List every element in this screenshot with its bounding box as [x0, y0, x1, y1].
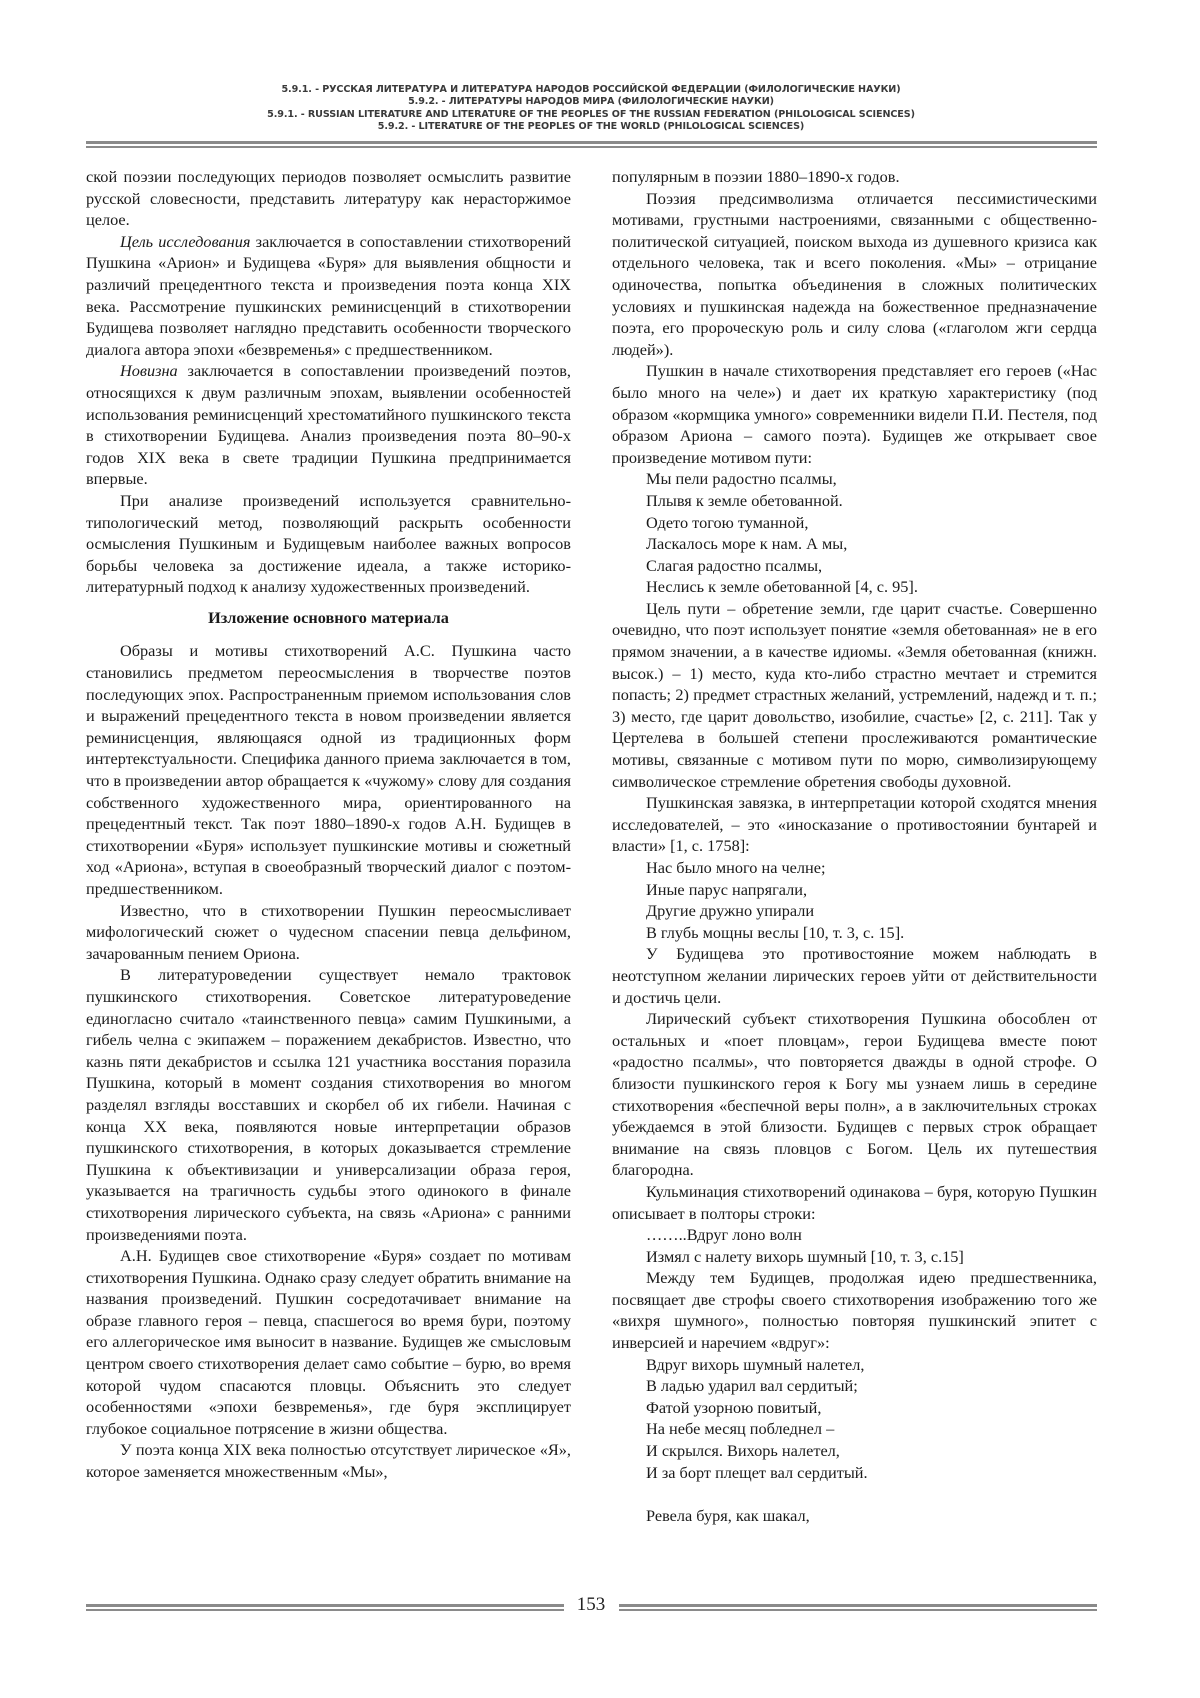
paragraph: Известно, что в стихотворении Пушкин переосмысливает мифологический сюжет о чудесном спасении певца дельфином, зачарованным пением Ориона. [86, 900, 571, 963]
italic-term: Цель исследования [120, 231, 251, 251]
paragraph: При анализе произведений используется сравнительно-типологический метод, позволяющий раскрыть особенности осмысления Пушкиным и Будищевым наиболее важных вопросов борьбы человека за достижение идеала, а также историко-литературный подход к анализу художественных произведений. [86, 490, 571, 597]
verse-quote [612, 468, 1097, 598]
right-column [612, 166, 1097, 1526]
verse-line: На небе месяц побледнел – [646, 1419, 835, 1439]
verse-quote [612, 1224, 1097, 1267]
paragraph [86, 231, 571, 361]
paragraph: Лирический субъект стихотворения Пушкина обособлен от остальных и «поет пловцам», герои Будищева вместе поют «радостно псалмы», что повторяется дважды в одной строфе. О близости пушкинского героя к Богу мы узнаем лишь в середине стихотворения «беспечной веры полн», а в заключительных строках убеждаемся в этой близости. Будищев с первых строк обращает внимание на связь пловцов с Богом. Цель их путешествия благородна. [612, 1009, 1097, 1180]
verse-line: Нас было много на челне; [646, 858, 826, 877]
section-heading: Изложение основного материала [208, 607, 449, 627]
paragraph: В литературоведении существует немало трактовок пушкинского стихотворения. Советское литературоведение единогласно считало «таинственного певца» самим Пушкиными, а гибель челна с экипажем – поражением декабристов. Известно, что казнь пяти декабристов и ссылка 121 участника восстания поразила Пушкина, который в момент создания стихотворения во многом разделял взгляды восставших и скорбел об их гибели. Начиная с конца XX века, появляются новые интерпретации образов пушкинского стихотворения, в которых доказывается стремление Пушкина к объективизации и универсализации образа героя, указывается на трагичность судьбы этого одинокого в финале стихотворения лирического субъекта, на связь «Ариона» с ранними произведениями поэта. [86, 965, 571, 1244]
verse-line: ……..Вдруг лоно волн [646, 1225, 802, 1245]
italic-term: Новизна [120, 361, 178, 381]
verse-line: Плывя к земле обетованной. [646, 490, 843, 510]
verse-quote [612, 1505, 1097, 1527]
paragraph: Кульминация стихотворений одинакова – буря, которую Пушкин описывает в полторы строки: [612, 1181, 1097, 1223]
header-divider [86, 141, 1097, 149]
header-line: 5.9.1. - RUSSIAN LITERATURE AND LITERATURE OF THE PEOPLES OF THE RUSSIAN FEDERATION (PHILOLOGICAL SCIENCES) [267, 108, 915, 120]
verse-line: И за борт плещет вал сердитый. [646, 1462, 868, 1482]
verse-line: Мы пели радостно псалмы, [646, 469, 837, 489]
header-line: 5.9.1. - РУССКАЯ ЛИТЕРАТУРА И ЛИТЕРАТУРА НАРОДОВ РОССИЙСКОЙ ФЕДЕРАЦИИ (ФИЛОЛОГИЧЕСКИЕ НАУКИ) [281, 84, 901, 95]
paragraph: популярным в поэзии 1880–1890-х годов. [612, 167, 900, 186]
verse-line: Фатой узорною повитый, [646, 1397, 822, 1417]
paragraph: Пушкин в начале стихотворения представляет его героев («Нас было много на челе») и дает их краткую характеристику (под образом «кормщика умного» современники видели П.И. Пестеля, под образом Ариона – самого поэта). Будищев же открывает свое произведение мотивом пути: [612, 361, 1097, 467]
verse-line: Ревела буря, как шакал, [646, 1505, 810, 1525]
verse-line: Неслись к земле обетованной [4, с. 95]. [646, 577, 918, 597]
paragraph: Образы и мотивы стихотворений А.С. Пушкина часто становились предметом переосмысления в творчестве поэтов последующих эпох. Распространенным приемом использования слов и выражений прецедентного текста в новом произведении является реминисценция, являющаяся одной из традиционных форм интертекстуальности. Специфика данного приема заключается в том, что в произведении автор обращается к «чужому» слову для создания собственного художественного мира, ориентированного на прецедентный текст. Так поэт 1880–1890-х годов А.Н. Будищев в стихотворении «Буря» использует пушкинские мотивы и сюжетный ход «Ариона», вступая в своеобразный творческий диалог с поэтом-предшественником. [86, 641, 571, 898]
paragraph-text: заключается в сопоставлении произведений поэтов, относящихся к двум различным эпохам, выявлении особенностей использования реминисценций хрестоматийного пушкинского текста в стихотворении Будищева. Анализ произведения поэта 80–90-х годов XIX века в свете традиции Пушкина предпринимается впервые. [86, 361, 571, 489]
verse-line: Вдруг вихорь шумный налетел, [646, 1354, 865, 1374]
paragraph: Цель пути – обретение земли, где царит счастье. Совершенно очевидно, что поэт использует понятие «земля обетованная» не в его прямом значении, а в качестве идиомы. «Земля обетованная (книжн. высок.) – 1) место, куда кто-либо страстно мечтает и стремится попасть; 2) предмет страстных желаний, устремлений, надежд и т. п.; 3) место, где царит довольство, изобилие, счастье» [2, с. 211]. Так у Цертелева в большей степени прослеживаются романтические мотивы, связанные с мотивом пути по морю, символизирующему символическое стремление обретения свободы духовной. [612, 598, 1097, 791]
footer-divider-left [86, 1604, 564, 1612]
stanza-gap [612, 1483, 1097, 1505]
paragraph: Пушкинская завязка, в интерпретации которой сходятся мнения исследователей, – это «иносказание о противостоянии бунтарей и власти» [1, с. 1758]: [612, 793, 1097, 856]
verse-line: Другие дружно упирали [646, 901, 815, 921]
paragraph: ской поэзии последующих периодов позволяет осмыслить развитие русской словесности, представить литературу как нерасторжимое целое. [86, 167, 571, 230]
verse-line: В глубь мощны веслы [10, т. 3, с. 15]. [646, 922, 905, 942]
paragraph: Между тем Будищев, продолжая идею предшественника, посвящает две строфы своего стихотворения изображению того же «вихря шумного», полностью повторяя пушкинский эпитет с инверсией и наречием «вдруг»: [612, 1268, 1097, 1353]
footer-divider-right [619, 1604, 1097, 1612]
verse-line: Одето тогою туманной, [646, 512, 809, 532]
verse-line: И скрылся. Вихорь налетел, [646, 1441, 840, 1461]
verse-quote [612, 857, 1097, 943]
page-number: 153 [576, 1594, 606, 1615]
paragraph: У Будищева это противостояние можем наблюдать в неотступном желании лирических героев уйти от действительности и достичь цели. [612, 944, 1097, 1007]
paragraph: Поэзия предсимволизма отличается пессимистическими мотивами, грустными настроениями, связанными с общественно-политической ситуацией, поиском выхода из душевного кризиса как отдельного человека, так и всего поколения. «Мы» – отрицание одиночества, попытка объединения в сложных политических условиях и пушкинская надежда на божественное предназначение поэта, его пророческую роль и силу слова («глаголом жги сердца людей»). [612, 188, 1097, 359]
left-column [86, 166, 571, 1483]
verse-line: Иные парус напрягали, [646, 879, 808, 899]
paragraph-text: заключается в сопоставлении стихотворений Пушкина «Арион» и Будищева «Буря» для выявления общности и различий прецедентного текста и произведения поэта конца XIX века. Рассмотрение пушкинских реминисценций в стихотворении Будищева позволяет наглядно представить особенности творческого диалога автора эпохи «безвременья» с предшественником. [86, 231, 571, 359]
verse-quote [612, 1354, 1097, 1484]
verse-line: Измял с налету вихорь шумный [10, т. 3, с.15] [646, 1246, 964, 1266]
paragraph: А.Н. Будищев свое стихотворение «Буря» создает по мотивам стихотворения Пушкина. Однако сразу следует обратить внимание на названия произведений. Пушкин сосредотачивает внимание на образе главного героя – певца, спасшегося во время бури, поэтому его аллегорическое имя выносит в название. Будищев же смысловым центром своего стихотворения делает само событие – бурю, во время которой чудом спасаются пловцы. Объяснить это следует особенностями «эпохи безвременья», где буря эксплицирует глубокое социальное потрясение в жизни общества. [86, 1246, 571, 1438]
verse-line: Ласкалось море к нам. А мы, [646, 534, 848, 554]
running-header [86, 84, 1096, 133]
verse-line: Слагая радостно псалмы, [646, 555, 823, 575]
header-line: 5.9.2. - ЛИТЕРАТУРЫ НАРОДОВ МИРА (ФИЛОЛОГИЧЕСКИЕ НАУКИ) [408, 96, 774, 108]
verse-line: В ладью ударил вал сердитый; [646, 1376, 858, 1396]
paragraph [86, 360, 571, 490]
header-line: 5.9.2. - LITERATURE OF THE PEOPLES OF THE WORLD (PHILOLOGICAL SCIENCES) [377, 120, 805, 132]
paragraph: У поэта конца XIX века полностью отсутствует лирическое «Я», которое заменяется множественным «Мы», [86, 1440, 571, 1482]
